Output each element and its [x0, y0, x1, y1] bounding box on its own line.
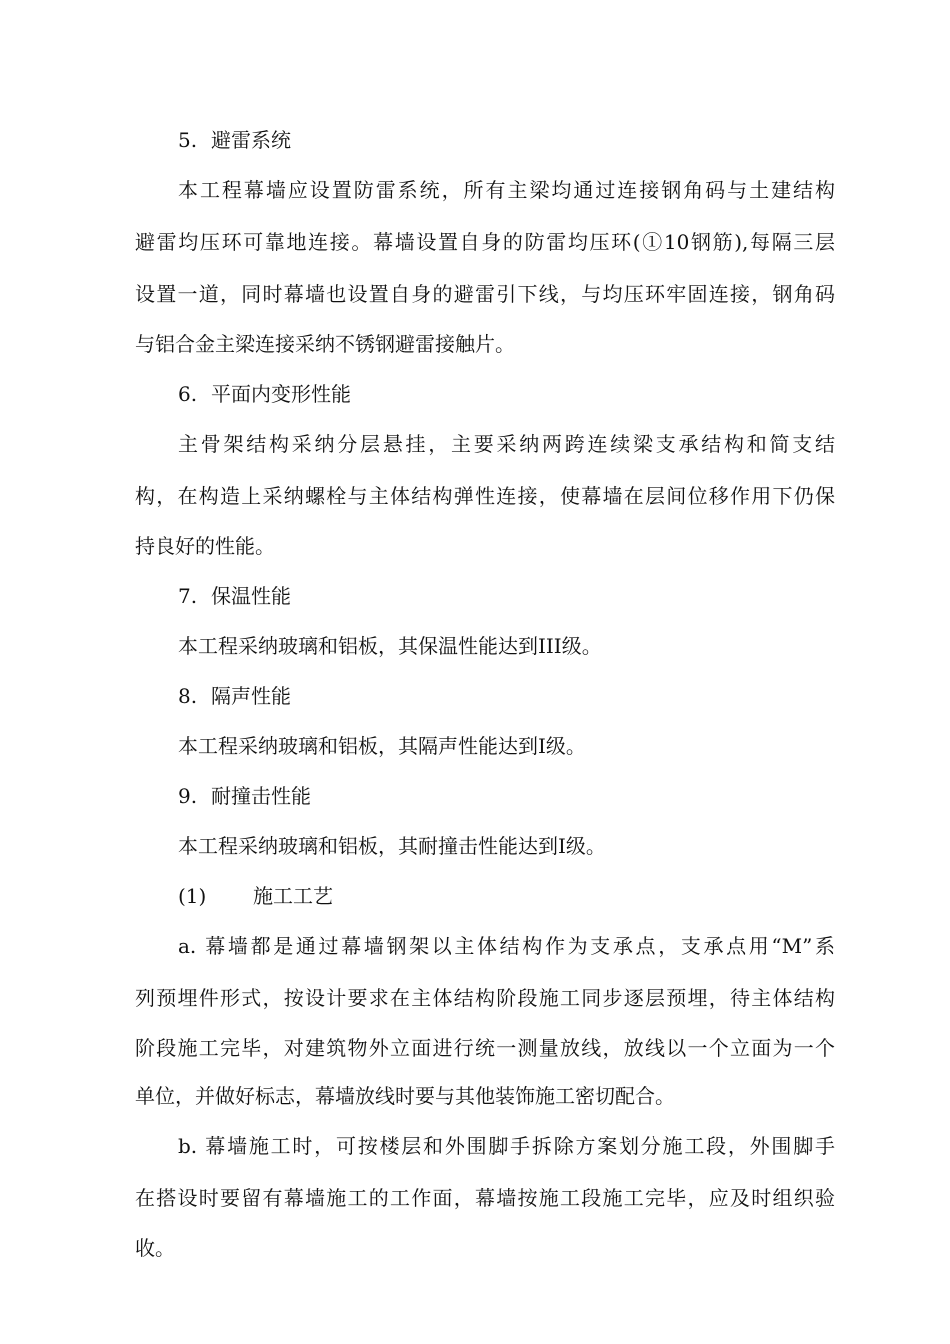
paragraph-line: b. 幕墙施工时，可按楼层和外围脚手拆除方案划分施工段，外围脚手 — [178, 1134, 835, 1158]
paragraph-line: 单位，并做好标志，幕墙放线时要与其他装饰施工密切配合。 — [135, 1084, 675, 1108]
section-title: 避雷系统 — [211, 128, 291, 152]
section-number: 5. — [178, 128, 198, 152]
paragraph-line: 主骨架结构采纳分层悬挂，主要采纳两跨连续梁支承结构和简支结 — [178, 432, 835, 456]
section-title: 平面内变形性能 — [211, 382, 351, 406]
paragraph-line: 收。 — [135, 1236, 175, 1260]
paragraph-line: 避雷均压环可靠地连接。幕墙设置自身的防雷均压环(①10钢筋),每隔三层 — [135, 230, 835, 254]
subsection-number: (1) — [178, 884, 207, 908]
section-number: 9. — [178, 784, 198, 808]
section-number: 6. — [178, 382, 198, 406]
section-heading-8 — [178, 682, 835, 710]
paragraph-line: 本工程采纳玻璃和铝板，其耐撞击性能达到Ⅰ级。 — [178, 834, 606, 858]
paragraph-line: 构，在构造上采纳螺栓与主体结构弹性连接，使幕墙在层间位移作用下仍保 — [135, 484, 835, 508]
paragraph-line: 阶段施工完毕，对建筑物外立面进行统一测量放线，放线以一个立面为一个 — [135, 1036, 835, 1060]
paragraph-line: 本工程采纳玻璃和铝板，其保温性能达到III级。 — [178, 634, 602, 658]
section-title: 保温性能 — [211, 584, 291, 608]
paragraph-line: 持良好的性能。 — [135, 534, 275, 558]
section-heading-7 — [178, 582, 835, 610]
section-heading-9 — [178, 782, 835, 810]
paragraph-line: 在搭设时要留有幕墙施工的工作面，幕墙按施工段施工完毕，应及时组织验 — [135, 1186, 835, 1210]
paragraph-line: 设置一道，同时幕墙也设置自身的避雷引下线，与均压环牢固连接，钢角码 — [135, 282, 835, 306]
paragraph-line: 本工程幕墙应设置防雷系统，所有主梁均通过连接钢角码与土建结构 — [178, 178, 835, 202]
section-heading-6 — [178, 380, 835, 408]
paragraph-line: 与铝合金主梁连接采纳不锈钢避雷接触片。 — [135, 332, 515, 356]
section-number: 7. — [178, 584, 198, 608]
section-heading-5 — [178, 126, 835, 154]
paragraph-line: a. 幕墙都是通过幕墙钢架以主体结构作为支承点，支承点用“M”系 — [178, 934, 835, 958]
section-number: 8. — [178, 684, 198, 708]
section-title: 耐撞击性能 — [211, 784, 311, 808]
paragraph-line: 本工程采纳玻璃和铝板，其隔声性能达到Ⅰ级。 — [178, 734, 586, 758]
paragraph-line: 列预埋件形式，按设计要求在主体结构阶段施工同步逐层预埋，待主体结构 — [135, 986, 835, 1010]
subsection-title: 施工工艺 — [253, 884, 333, 908]
section-title: 隔声性能 — [211, 684, 291, 708]
subsection-heading — [178, 882, 835, 910]
